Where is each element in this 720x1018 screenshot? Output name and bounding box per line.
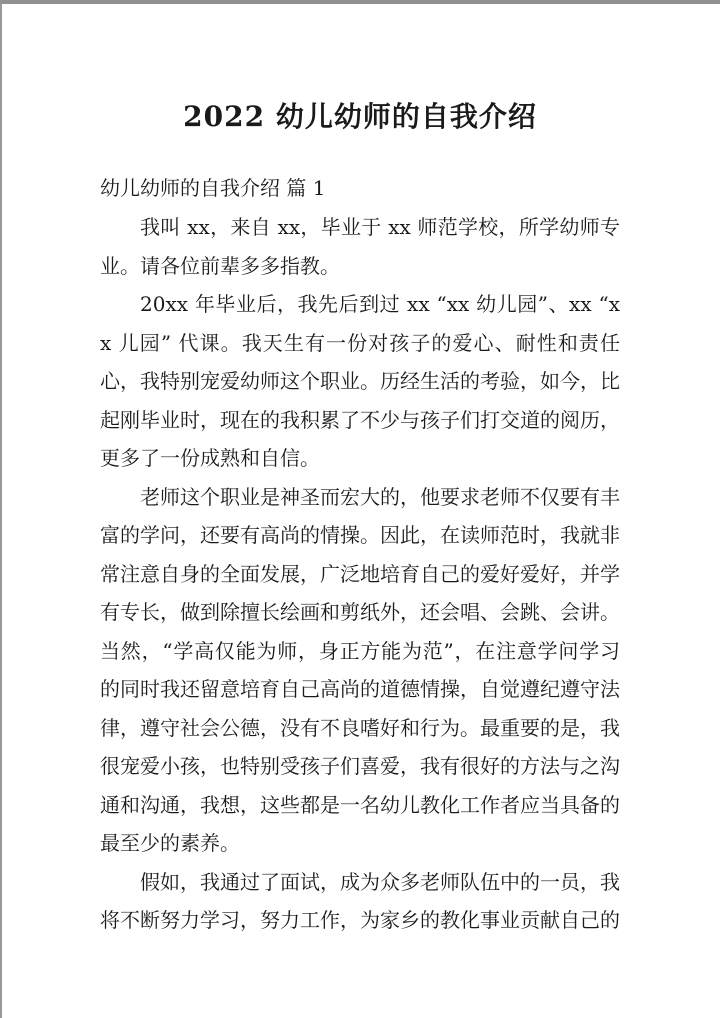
document-title: 2022 幼儿幼师的自我介绍 <box>183 100 537 133</box>
body-paragraph: 我叫 xx，来自 xx，毕业于 xx 师范学校，所学幼师专业。请各位前辈多多指教。 <box>100 215 620 278</box>
document-body <box>100 208 620 940</box>
body-paragraph: 老师这个职业是神圣而宏大的，他要求老师不仅要有丰富的学问，还要有高尚的情操。因此，在读师范时，我就非常注意自身的全面发展，广泛地培育自己的爱好爱好，并学有专长，做到除擅长绘画和剪纸外，还会唱、会跳、会讲。当然，“学高仅能为师，身正方能为范”，在注意学问学习的同时我还留意培育自己高尚的道德情操，自觉遵纪遵守法律，遵守社会公德，没有不良嗜好和行为。最重要的是，我很宠爱小孩，也特别受孩子们喜爱，我有很好的方法与之沟通和沟通，我想，这些都是一名幼儿教化工作者应当具备的最至少的素养。 <box>100 484 620 855</box>
body-paragraph: 假如，我通过了面试，成为众多老师队伍中的一员，我将不断努力学习，努力工作，为家乡的教化事业贡献自己的 <box>100 869 620 932</box>
section-heading: 幼儿幼师的自我介绍 篇 1 <box>100 176 326 200</box>
body-paragraph: 20xx 年毕业后，我先后到过 xx “xx 幼儿园”、xx “xx 儿园” 代课。我天生有一份对孩子的爱心、耐性和责任心，我特别宠爱幼师这个职业。历经生活的考验，如今，比起刚毕业时，现在的我积累了不少与孩子们打交道的阅历，更多了一份成熟和自信。 <box>100 292 620 470</box>
